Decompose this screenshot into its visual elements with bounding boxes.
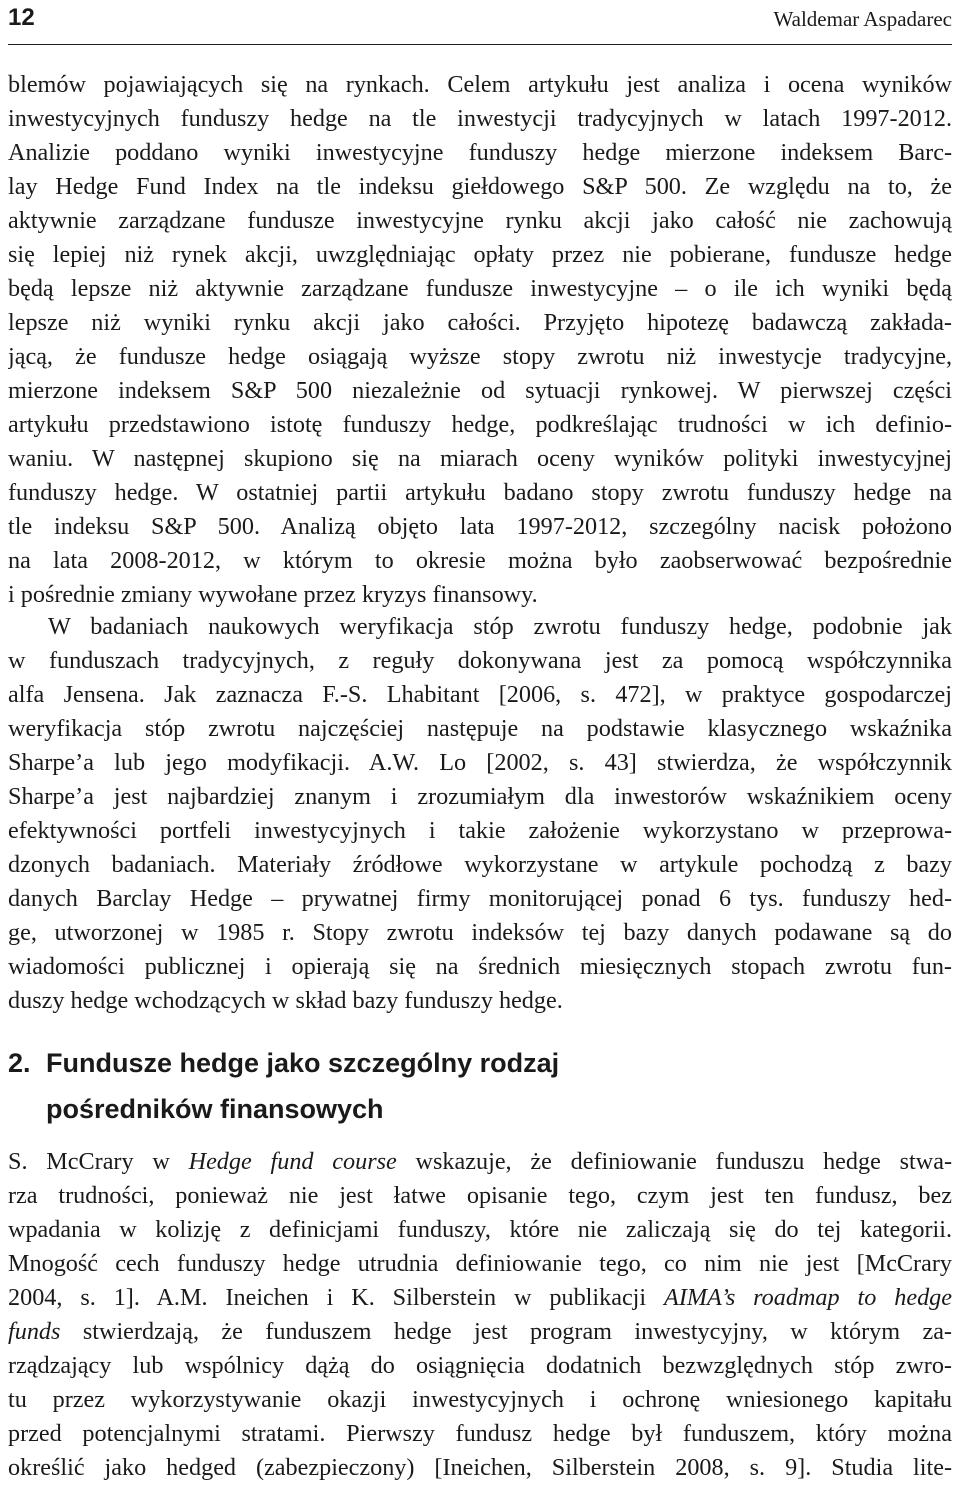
text-line xyxy=(8,1315,952,1349)
text-line: alfa Jensena. Jak zaznacza F.-S. Lhabitant [2006, s. 472], w praktyce gospodarczej xyxy=(8,681,952,708)
running-author: Waldemar Aspadarec xyxy=(773,7,952,31)
text-line xyxy=(8,1145,952,1179)
text-line: mierzone indeksem S&P 500 niezależnie od sytuacji rynkowej. W pierwszej części xyxy=(8,377,952,404)
paragraph-intro xyxy=(8,68,952,612)
paragraph-definition xyxy=(8,1145,952,1485)
text-line: Analizie poddano wyniki inwestycyjne funduszy hedge mierzone indeksem Barc- xyxy=(8,139,952,166)
text-line: artykułu przedstawiono istotę funduszy hedge, podkreślając trudności w ich definio- xyxy=(8,411,952,438)
text-line: tu przez wykorzystywanie okazji inwestycyjnych i ochronę wniesionego kapitału xyxy=(8,1386,952,1413)
page-header xyxy=(8,0,952,45)
text-line: W badaniach naukowych weryfikacja stóp zwrotu funduszy hedge, podobnie jak xyxy=(48,613,952,640)
text-line: na lata 2008-2012, w którym to okresie można było zaobserwować bezpośrednie xyxy=(8,547,952,574)
text-line: weryfikacja stóp zwrotu najczęściej następuje na podstawie klasycznego wskaźnika xyxy=(8,715,952,742)
text-line xyxy=(8,1281,952,1315)
text-line: będą lepsze niż aktywnie zarządzane fundusze inwestycyjne – o ile ich wyniki będą xyxy=(8,275,952,302)
text-line: Mnogość cech funduszy hedge utrudnia definiowanie tego, co nim nie jest [McCrary xyxy=(8,1250,952,1277)
text-line: inwestycyjnych funduszy hedge na tle inwestycji tradycyjnych w latach 1997-2012. xyxy=(8,105,952,132)
text-line: Sharpe’a lub jego modyfikacji. A.W. Lo [2002, s. 43] stwierdza, że współczynnik xyxy=(8,749,952,776)
text-line: jącą, że fundusze hedge osiągają wyższe stopy zwrotu niż inwestycje tradycyjne, xyxy=(8,343,952,370)
text-line: się lepiej niż rynek akcji, uwzględniając opłaty przez nie pobierane, fundusze hedge xyxy=(8,241,952,268)
text-line: waniu. W następnej skupiono się na miarach oceny wyników polityki inwestycyjnej xyxy=(8,445,952,472)
text-line: rza trudności, ponieważ nie jest łatwe opisanie tego, czym jest ten fundusz, bez xyxy=(8,1182,952,1209)
text-line: i pośrednie zmiany wywołane przez kryzys finansowy. xyxy=(8,581,538,608)
text-run: S. McCrary w xyxy=(8,1148,189,1175)
text-line: aktywnie zarządzane fundusze inwestycyjne rynku akcji jako całość nie zachowują xyxy=(8,207,952,234)
text-line: rządzający lub wspólnicy dążą do osiągnięcia dodatnich bezwzględnych stóp zwro- xyxy=(8,1352,952,1379)
text-run: 2004, s. 1]. A.M. Ineichen i K. Silberstein w publikacji xyxy=(8,1284,665,1311)
text-line: tle indeksu S&P 500. Analizą objęto lata 1997-2012, szczególny nacisk położono xyxy=(8,513,952,540)
section-number: 2. xyxy=(8,1048,31,1078)
text-line: danych Barclay Hedge – prywatnej firmy monitorującej ponad 6 tys. funduszy hed- xyxy=(8,885,952,912)
page-number: 12 xyxy=(8,4,35,31)
publication-title: funds xyxy=(8,1318,61,1345)
text-line: wpadania w kolizję z definicjami funduszy, które nie zaliczają się do tej kategorii. xyxy=(8,1216,952,1243)
section-title-line: pośredników finansowych xyxy=(46,1094,384,1124)
text-line: wiadomości publicznej i opierają się na średnich miesięcznych stopach zwrotu fun- xyxy=(8,953,952,980)
publication-title: AIMA’s roadmap to hedge xyxy=(664,1284,952,1311)
section-heading xyxy=(8,1040,768,1132)
text-line: Sharpe’a jest najbardziej znanym i zrozumiałym dla inwestorów wskaźnikiem oceny xyxy=(8,783,952,810)
text-line: dzonych badaniach. Materiały źródłowe wykorzystane w artykule pochodzą z bazy xyxy=(8,851,952,878)
text-line: w funduszach tradycyjnych, z reguły dokonywana jest za pomocą współczynnika xyxy=(8,647,952,674)
text-line: lepsze niż wyniki rynku akcji jako całości. Przyjęto hipotezę badawczą zakłada- xyxy=(8,309,952,336)
text-line: określić jako hedged (zabezpieczony) [Ineichen, Silberstein 2008, s. 9]. Studia lite- xyxy=(8,1454,952,1481)
text-line: duszy hedge wchodzących w skład bazy funduszy hedge. xyxy=(8,987,563,1014)
text-line: lay Hedge Fund Index na tle indeksu giełdowego S&P 500. Ze względu na to, że xyxy=(8,173,952,200)
text-run: wskazuje, że definiowanie funduszu hedge stwa- xyxy=(396,1148,952,1175)
text-run: stwierdzają, że funduszem hedge jest program inwestycyjny, w którym za- xyxy=(60,1318,952,1345)
text-line: efektywności portfeli inwestycyjnych i takie założenie wykorzystano w przeprowa- xyxy=(8,817,952,844)
section-title-line: Fundusze hedge jako szczególny rodzaj xyxy=(46,1048,560,1078)
text-line: blemów pojawiających się na rynkach. Celem artykułu jest analiza i ocena wyników xyxy=(8,71,952,98)
text-line: przed potencjalnymi stratami. Pierwszy fundusz hedge był funduszem, który można xyxy=(8,1420,952,1447)
book-title: Hedge fund course xyxy=(188,1148,397,1175)
text-line: funduszy hedge. W ostatniej partii artykułu badano stopy zwrotu funduszy hedge na xyxy=(8,479,952,506)
paragraph-methodology xyxy=(8,610,952,1018)
text-line: ge, utworzonej w 1985 r. Stopy zwrotu indeksów tej bazy danych podawane są do xyxy=(8,919,952,946)
